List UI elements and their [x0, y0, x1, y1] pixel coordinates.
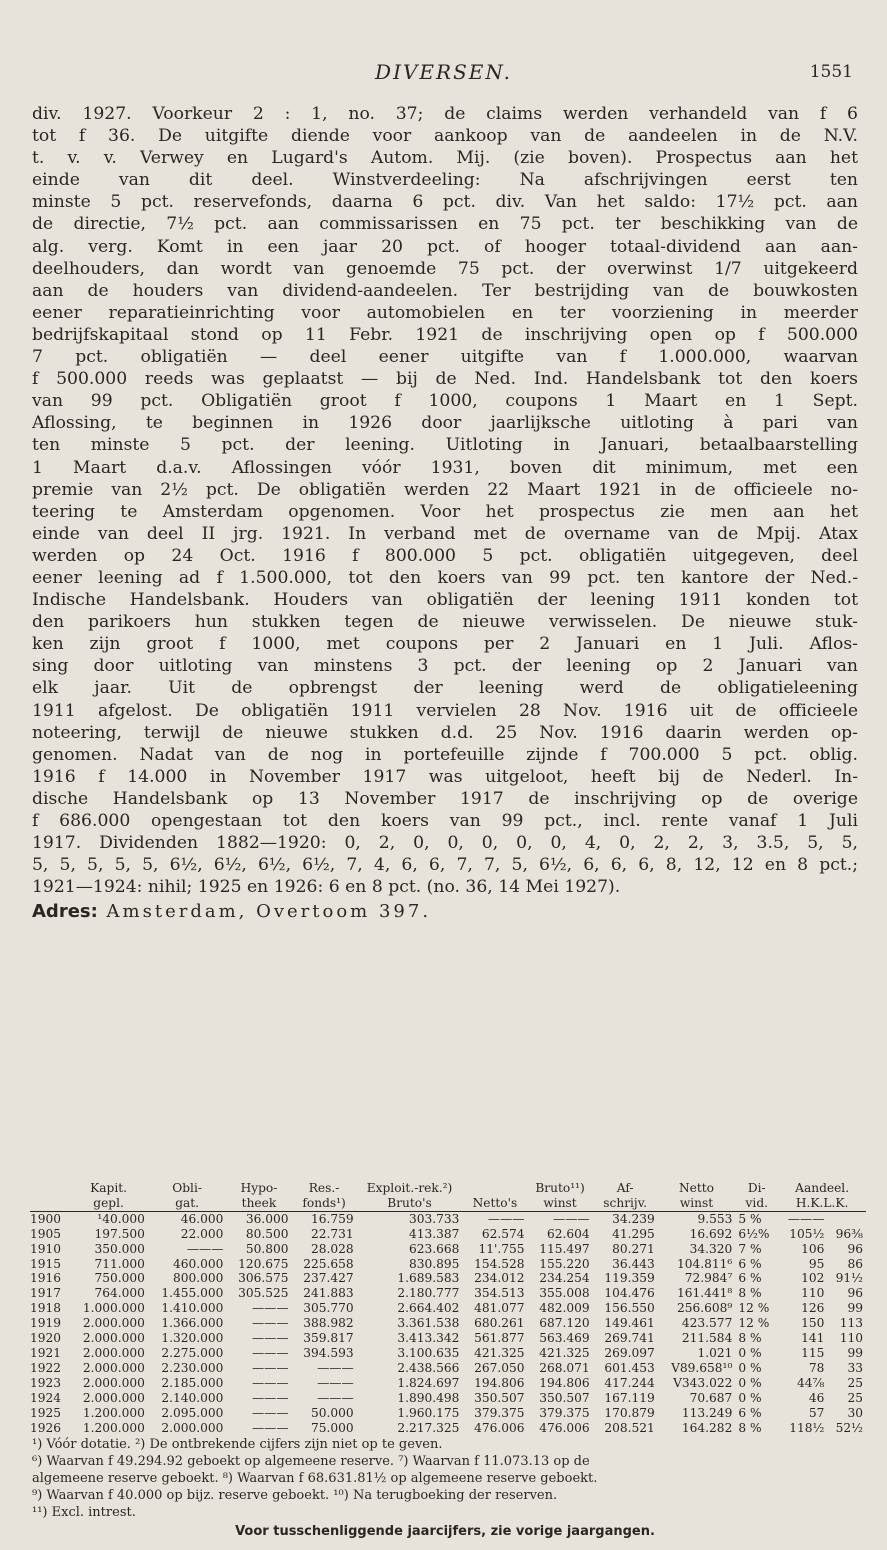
footnote: ⁹) Waarvan f 40.000 op bijz. reserve geboekt. ¹⁰) Na terugboeking der reserven. — [32, 1488, 558, 1503]
table-cell: 303.733 — [408, 1211, 460, 1226]
table-cell: 379.375 — [539, 1405, 590, 1420]
text-line: noteering, terwijl de nieuwe stukken d.d. 25 Nov. 1916 daarin werden op- — [32, 722, 858, 743]
column-header: Res.- — [308, 1181, 340, 1195]
column-header: Kapit. — [90, 1181, 127, 1195]
page-header — [0, 58, 887, 90]
table-cell: 2.000.000 — [82, 1360, 145, 1375]
table-cell: 1.000.000 — [82, 1301, 145, 1316]
table-row — [30, 1421, 866, 1436]
column-header: schrijv. — [593, 1196, 658, 1211]
table-cell: 115.497 — [539, 1241, 590, 1256]
table-cell: 1910 — [30, 1241, 62, 1256]
table-cell: 421.325 — [474, 1345, 525, 1360]
text-line: aan de houders van dividend-aandeelen. Ter bestrijding van de bouwkosten — [32, 280, 858, 301]
column-header: Obli- — [172, 1181, 202, 1195]
text-line: div. 1927. Voorkeur 2 : 1, no. 37; de claims werden verhandeld van f 6 — [32, 104, 858, 124]
table-cell: 306.575 — [238, 1271, 289, 1286]
table-cell: 119.359 — [604, 1271, 655, 1286]
table-cell: ——— — [787, 1211, 825, 1226]
table-cell: ¹40.000 — [97, 1211, 145, 1226]
column-header: Af- — [616, 1181, 634, 1195]
table-row — [30, 1331, 866, 1346]
table-cell: ——— — [251, 1405, 289, 1420]
table-cell: 80.500 — [245, 1226, 289, 1241]
table-cell: 96 — [847, 1286, 863, 1301]
table-cell: 481.077 — [474, 1301, 525, 1316]
table-cell: 1.200.000 — [82, 1420, 145, 1435]
text-line: f 500.000 reeds was geplaatst — bij de Ned. Ind. Handelsbank tot den koers — [32, 369, 858, 390]
column-header: Bruto's — [357, 1196, 463, 1211]
table-cell: 764.000 — [94, 1286, 145, 1301]
table-cell: ——— — [251, 1375, 289, 1390]
text-line: dische Handelsbank op 13 November 1917 de inschrijving op de overige — [32, 788, 858, 809]
table-cell: 1926 — [30, 1420, 62, 1435]
table-cell: 99 — [847, 1301, 863, 1316]
column-header: Aandeel. — [795, 1181, 850, 1195]
table-cell: V343.022 — [673, 1375, 733, 1390]
table-cell: 421.325 — [539, 1345, 590, 1360]
text-line: van 99 pct. Obligatiën groot f 1000, coupons 1 Maart en 1 Sept. — [32, 391, 858, 412]
table-cell: 1923 — [30, 1375, 62, 1390]
table-cell: 680.261 — [474, 1316, 525, 1331]
table-cell: 34.239 — [612, 1211, 655, 1226]
table-cell: 57 — [808, 1405, 825, 1420]
table-row — [30, 1227, 866, 1242]
table-cell: 476.006 — [539, 1420, 590, 1435]
table-cell: 99 — [847, 1345, 863, 1360]
table-cell: 561.877 — [474, 1331, 525, 1346]
table-cell: 167.119 — [604, 1390, 655, 1405]
footnote: ¹¹) Excl. intrest. — [32, 1505, 136, 1520]
table-cell: 256.608⁹ — [677, 1301, 733, 1316]
column-header: Bruto¹¹) — [535, 1181, 585, 1195]
column-header: Hypo- — [240, 1181, 278, 1195]
table-row — [30, 1346, 866, 1361]
table-cell: 156.550 — [604, 1301, 655, 1316]
table-cell: 2.185.000 — [161, 1375, 224, 1390]
table-cell: 1.320.000 — [161, 1331, 224, 1346]
text-line: 1921—1924: nihil; 1925 en 1926: 6 en 8 pct. (no. 36, 14 Mei 1927). — [32, 877, 621, 898]
table-cell: ——— — [251, 1420, 289, 1435]
page-number: 1551 — [809, 62, 853, 82]
table-cell: 601.453 — [604, 1360, 655, 1375]
text-line: f 686.000 opengestaan tot den koers van 99 pct., incl. rente vanaf 1 Juli — [32, 811, 858, 831]
text-line: bedrijfskapitaal stond op 11 Febr. 1921 de inschrijving open op f 500.000 — [32, 324, 858, 345]
table-cell: 52½ — [835, 1420, 863, 1435]
text-line: eener leening ad f 1.500.000, tot den koers van 99 pct. ten kantore der Ned.- — [32, 567, 858, 588]
table-cell: 72.984⁷ — [684, 1271, 733, 1286]
table-cell: 1922 — [30, 1360, 62, 1375]
table-cell: 830.895 — [408, 1256, 460, 1271]
table-cell: 1919 — [30, 1316, 62, 1331]
table-cell: 126 — [801, 1301, 825, 1316]
table-cell: 2.000.000 — [82, 1316, 145, 1331]
footnote: ¹) Vóór dotatie. ²) De ontbrekende cijfers zijn niet op te geven. — [32, 1437, 443, 1452]
table-cell: V89.658¹⁰ — [671, 1360, 733, 1375]
text-line: einde van dit deel. Winstverdeeling: Na afschrijvingen eerst ten — [32, 170, 858, 191]
table-cell: 80.271 — [612, 1241, 655, 1256]
table-cell: 234.012 — [474, 1271, 525, 1286]
table-cell: 3.100.635 — [397, 1345, 460, 1360]
text-line: sing door uitloting van minstens 3 pct. der leening op 2 Januari van — [32, 656, 858, 677]
table-cell: ——— — [317, 1360, 354, 1375]
table-cell: 1.455.000 — [161, 1286, 224, 1301]
column-header: winst — [658, 1196, 736, 1211]
table-cell: 78 — [808, 1360, 825, 1375]
table-cell: 305.770 — [303, 1301, 354, 1316]
table-cell: 1917 — [30, 1286, 62, 1301]
table-cell: 0 % — [738, 1360, 762, 1375]
table-cell: 105½ — [789, 1226, 825, 1241]
text-line: 5, 5, 5, 5, 5, 6½, 6½, 6½, 6½, 7, 4, 6, 6, 7, 7, 5, 6½, 6, 6, 6, 8, 12, 12 en 8 pct.; — [32, 855, 858, 876]
table-cell: 355.008 — [539, 1286, 590, 1301]
table-cell: 91½ — [835, 1271, 863, 1286]
address-value: Amsterdam, Overtoom 397. — [97, 901, 432, 923]
table-cell: 6 % — [738, 1405, 762, 1420]
table-cell: 1925 — [30, 1405, 62, 1420]
table-cell: 354.513 — [474, 1286, 525, 1301]
table-cell — [827, 1211, 866, 1226]
table-row — [30, 1406, 866, 1421]
table-cell: 115 — [801, 1345, 825, 1360]
table-cell: 423.577 — [681, 1316, 733, 1331]
column-header: Di- — [747, 1181, 766, 1195]
table-header-row-1 — [30, 1181, 866, 1196]
table-cell: 8 % — [738, 1286, 762, 1301]
table-cell: 164.282 — [681, 1420, 733, 1435]
table-cell: 5 % — [738, 1211, 762, 1226]
text-line: deelhouders, dan wordt van genoemde 75 pct. der overwinst 1/7 uitgekeerd — [32, 258, 858, 279]
table-cell: 104.811⁶ — [677, 1256, 733, 1271]
table-cell: 110 — [839, 1331, 863, 1346]
table-row — [30, 1242, 866, 1257]
table-cell: 30 — [847, 1405, 863, 1420]
table-cell: 2.000.000 — [82, 1345, 145, 1360]
table-cell: ——— — [251, 1360, 289, 1375]
table-cell: 46 — [808, 1390, 825, 1405]
table-cell: 269.097 — [604, 1345, 655, 1360]
table-cell: 12 % — [738, 1316, 770, 1331]
text-line: den parikoers hun stukken tegen de nieuwe verwisselen. De nieuwe stuk- — [32, 612, 858, 633]
table-row — [30, 1257, 866, 1272]
table-cell: 2.664.402 — [397, 1301, 460, 1316]
table-cell: 1924 — [30, 1390, 62, 1405]
table-cell: 25 — [847, 1390, 863, 1405]
text-line: Aflossing, te beginnen in 1926 door jaarlijksche uitloting à pari van — [32, 413, 858, 434]
table-header-row-2 — [30, 1196, 866, 1211]
column-header — [30, 1181, 69, 1196]
table-cell: 41.295 — [612, 1226, 655, 1241]
table-cell: 2.180.777 — [397, 1286, 460, 1301]
table-cell: 22.000 — [180, 1226, 224, 1241]
table-cell: 2.000.000 — [161, 1420, 224, 1435]
table-cell: 34.320 — [689, 1241, 733, 1256]
table-cell: 7 % — [738, 1241, 762, 1256]
table-cell: ——— — [553, 1211, 590, 1226]
table-cell: 350.507 — [539, 1390, 590, 1405]
table-cell: 8 % — [738, 1331, 762, 1346]
table-cell: 0 % — [738, 1345, 762, 1360]
column-header: theek — [226, 1196, 291, 1211]
table-row — [30, 1286, 866, 1301]
table-cell: 141 — [801, 1331, 825, 1346]
table-cell: 563.469 — [539, 1331, 590, 1346]
address-label: Adres: — [32, 901, 98, 923]
table-cell: 149.461 — [604, 1316, 655, 1331]
table-cell: 268.071 — [539, 1360, 590, 1375]
text-line: teering te Amsterdam opgenomen. Voor het prospectus zie men aan het — [32, 501, 858, 522]
table-cell: 2.217.325 — [397, 1420, 460, 1435]
table-cell: ——— — [186, 1241, 224, 1256]
table-cell: 6 % — [738, 1271, 762, 1286]
text-line: 1917. Dividenden 1882—1920: 0, 2, 0, 0, 0, 0, 0, 4, 0, 2, 2, 3, 3.5, 5, 5, — [32, 833, 858, 854]
table-cell: 1918 — [30, 1301, 62, 1316]
text-line: tot f 36. De uitgifte diende voor aankoop van de aandeelen in de N.V. — [32, 126, 858, 147]
table-cell: 225.658 — [303, 1256, 354, 1271]
text-line: eener reparatieinrichting voor automobielen en ter voorziening in meerder — [32, 302, 858, 323]
table-cell: 12 % — [738, 1301, 770, 1316]
table-cell: 1.410.000 — [161, 1301, 224, 1316]
table-cell: 417.244 — [604, 1375, 655, 1390]
table-cell: 476.006 — [474, 1420, 525, 1435]
table-cell: 28.028 — [310, 1241, 354, 1256]
table-cell: ——— — [317, 1390, 354, 1405]
table-cell: 16.692 — [689, 1226, 733, 1241]
table-cell: 2.095.000 — [161, 1405, 224, 1420]
table-cell: 2.275.000 — [161, 1345, 224, 1360]
table-cell: 96⅜ — [835, 1226, 863, 1241]
table-cell: 120.675 — [238, 1256, 289, 1271]
text-line: genomen. Nadat van de nog in portefeuille zijnde f 700.000 5 pct. oblig. — [32, 744, 858, 765]
column-header: vid. — [735, 1196, 778, 1211]
table-cell: 711.000 — [94, 1256, 145, 1271]
table-cell: 104.476 — [604, 1286, 655, 1301]
table-cell: 1916 — [30, 1271, 62, 1286]
table-cell: 86 — [847, 1256, 863, 1271]
column-header: winst — [527, 1196, 592, 1211]
table-cell: 50.800 — [245, 1241, 289, 1256]
table-cell: 9.553 — [697, 1211, 733, 1226]
table-cell: ——— — [251, 1390, 289, 1405]
table-row — [30, 1376, 866, 1391]
table-cell: 1.366.000 — [161, 1316, 224, 1331]
table-cell: 394.593 — [303, 1345, 354, 1360]
table-cell: 113.249 — [681, 1405, 733, 1420]
footnotes — [32, 1436, 858, 1540]
column-header: gat. — [148, 1196, 227, 1211]
table-cell: 0 % — [738, 1375, 762, 1390]
table-cell: 2.230.000 — [161, 1360, 224, 1375]
table-cell: 211.584 — [681, 1331, 733, 1346]
table-cell: 750.000 — [94, 1271, 145, 1286]
text-line: werden op 24 Oct. 1916 f 800.000 5 pct. obligatiën uitgegeven, deel — [32, 545, 858, 566]
table-cell: 460.000 — [172, 1256, 224, 1271]
table-row — [30, 1211, 866, 1226]
text-line: ken zijn groot f 1000, met coupons per 2 Januari en 1 Juli. Aflos- — [32, 634, 858, 655]
table-cell: 687.120 — [539, 1316, 590, 1331]
column-header: fonds¹) — [292, 1196, 357, 1211]
table-cell: 1.960.175 — [397, 1405, 460, 1420]
text-line: 1 Maart d.a.v. Aflossingen vóór 1931, boven dit minimum, met een — [32, 457, 858, 478]
table-cell: 6½% — [738, 1226, 770, 1241]
text-line: minste 5 pct. reservefonds, daarna 6 pct. div. Van het saldo: 17½ pct. aan — [32, 192, 858, 213]
table-cell: 106 — [801, 1241, 825, 1256]
text-line: 7 pct. obligatiën — deel eener uitgifte van f 1.000.000, waarvan — [32, 347, 858, 368]
table-cell: 150 — [801, 1316, 825, 1331]
table-cell: 379.375 — [474, 1405, 525, 1420]
table-cell: 1.890.498 — [397, 1390, 460, 1405]
table-cell: 305.525 — [238, 1286, 289, 1301]
table-cell: 33 — [847, 1360, 863, 1375]
table-cell: 2.140.000 — [161, 1390, 224, 1405]
table-cell: 8 % — [738, 1420, 762, 1435]
table-cell: 170.879 — [604, 1405, 655, 1420]
table-cell: 237.427 — [303, 1271, 354, 1286]
text-line: de directie, 7½ pct. aan commissarissen en 75 pct. ter beschikking van de — [32, 214, 858, 235]
table-cell: 1921 — [30, 1345, 62, 1360]
footnote: ⁶) Waarvan f 49.294.92 geboekt op algemeene reserve. ⁷) Waarvan f 11.073.13 op de — [32, 1454, 590, 1469]
column-header: Exploit.-rek.²) — [366, 1181, 453, 1195]
table-cell: 267.050 — [474, 1360, 525, 1375]
table-row — [30, 1301, 866, 1316]
table-cell: 118½ — [789, 1420, 825, 1435]
table-cell: 269.741 — [604, 1331, 655, 1346]
table-cell: 1920 — [30, 1331, 62, 1346]
table-cell: 623.668 — [408, 1241, 460, 1256]
table-cell: 194.806 — [474, 1375, 525, 1390]
table-cell: 1915 — [30, 1256, 62, 1271]
financial-table — [30, 1181, 866, 1435]
table-cell: ——— — [317, 1375, 354, 1390]
table-cell: ——— — [251, 1316, 289, 1331]
table-cell: ——— — [487, 1211, 525, 1226]
table-cell: 3.413.342 — [397, 1331, 460, 1346]
table-cell: 1.021 — [697, 1345, 733, 1360]
table-cell: 350.507 — [474, 1390, 525, 1405]
table-cell: 96 — [847, 1241, 863, 1256]
table-row — [30, 1391, 866, 1406]
table-cell: 234.254 — [539, 1271, 590, 1286]
table-cell: 155.220 — [539, 1256, 590, 1271]
table-cell: 208.521 — [604, 1420, 655, 1435]
text-line: premie van 2½ pct. De obligatiën werden 22 Maart 1921 in de officieele no- — [32, 479, 858, 500]
table-cell: 1.689.583 — [397, 1271, 460, 1286]
table-cell: ——— — [251, 1331, 289, 1346]
column-header: Netto's — [462, 1196, 527, 1211]
text-line: elk jaar. Uit de opbrengst der leening werd de obligatieleening — [32, 678, 858, 699]
column-header — [30, 1196, 69, 1211]
column-header: Netto — [679, 1181, 715, 1195]
table-cell: 36.000 — [245, 1211, 289, 1226]
table-cell: 1905 — [30, 1226, 62, 1241]
table-cell: 70.687 — [689, 1390, 733, 1405]
table-cell: 62.604 — [546, 1226, 590, 1241]
text-line: 1916 f 14.000 in November 1917 was uitgeloot, heeft bij de Nederl. In- — [32, 766, 858, 787]
table-cell: 800.000 — [172, 1271, 224, 1286]
table-body — [30, 1211, 866, 1435]
table-cell: 22.731 — [310, 1226, 354, 1241]
table-cell: 2.000.000 — [82, 1331, 145, 1346]
table-row — [30, 1271, 866, 1286]
table-cell: 194.806 — [539, 1375, 590, 1390]
table-cell: 350.000 — [94, 1241, 145, 1256]
column-header: gepl. — [69, 1196, 148, 1211]
table-cell: 16.759 — [310, 1211, 354, 1226]
address-line — [32, 901, 858, 923]
table-cell: 113 — [839, 1316, 863, 1331]
table-cell: 1.200.000 — [82, 1405, 145, 1420]
text-line: einde van deel II jrg. 1921. In verband met de overname van de Mpij. Atax — [32, 523, 858, 544]
text-line: 1911 afgelost. De obligatiën 1911 vervielen 28 Nov. 1916 uit de officieele — [32, 700, 858, 721]
table-cell: 197.500 — [94, 1226, 145, 1241]
table-cell: 1.824.697 — [397, 1375, 460, 1390]
table-cell: 50.000 — [310, 1405, 354, 1420]
table-cell: 154.528 — [474, 1256, 525, 1271]
table-row — [30, 1316, 866, 1331]
table-cell: 1900 — [30, 1211, 62, 1226]
table-cell: 11'.755 — [478, 1241, 525, 1256]
table-cell: 62.574 — [481, 1226, 525, 1241]
table-cell: 44⅞ — [797, 1375, 825, 1390]
text-line: Indische Handelsbank. Houders van obligatiën der leening 1911 konden tot — [32, 590, 858, 611]
table-cell: 388.982 — [303, 1316, 354, 1331]
table-cell: 2.000.000 — [82, 1375, 145, 1390]
table-cell: ——— — [251, 1345, 289, 1360]
table-cell: 0 % — [738, 1390, 762, 1405]
table-cell: 102 — [801, 1271, 825, 1286]
table-cell: 36.443 — [612, 1256, 655, 1271]
running-title: DIVERSEN. — [375, 60, 512, 84]
table-cell: 46.000 — [180, 1211, 224, 1226]
text-line: ten minste 5 pct. der leening. Uitloting in Januari, betaalbaarstelling — [32, 435, 858, 456]
table-cell: 482.009 — [539, 1301, 590, 1316]
table-cell: 413.387 — [408, 1226, 460, 1241]
text-line: alg. verg. Komt in een jaar 20 pct. of hooger totaal-dividend aan aan- — [32, 236, 858, 257]
table-row — [30, 1361, 866, 1376]
table-cell: 241.883 — [303, 1286, 354, 1301]
table-cell: 3.361.538 — [397, 1316, 460, 1331]
column-header — [462, 1181, 527, 1196]
table-cell: 2.000.000 — [82, 1390, 145, 1405]
table-cell: 161.441⁸ — [677, 1286, 733, 1301]
footnote: algemeene reserve geboekt. ⁸) Waarvan f 68.631.81½ op algemeene reserve geboekt. — [32, 1471, 598, 1486]
column-header: H.K.L.K. — [778, 1196, 866, 1211]
table-cell: 25 — [847, 1375, 863, 1390]
closing-note: Voor tusschenliggende jaarcijfers, zie vorige jaargangen. — [235, 1524, 655, 1539]
table-cell: 359.817 — [303, 1331, 354, 1346]
table-cell: ——— — [251, 1301, 289, 1316]
table-cell: 2.438.566 — [397, 1360, 460, 1375]
body-text — [32, 103, 858, 923]
table-cell: 75.000 — [310, 1420, 354, 1435]
table-cell: 95 — [808, 1256, 825, 1271]
text-line: t. v. v. Verwey en Lugard's Autom. Mij. (zie boven). Prospectus aan het — [32, 148, 858, 169]
table-cell: 6 % — [738, 1256, 762, 1271]
table-cell: 110 — [801, 1286, 825, 1301]
